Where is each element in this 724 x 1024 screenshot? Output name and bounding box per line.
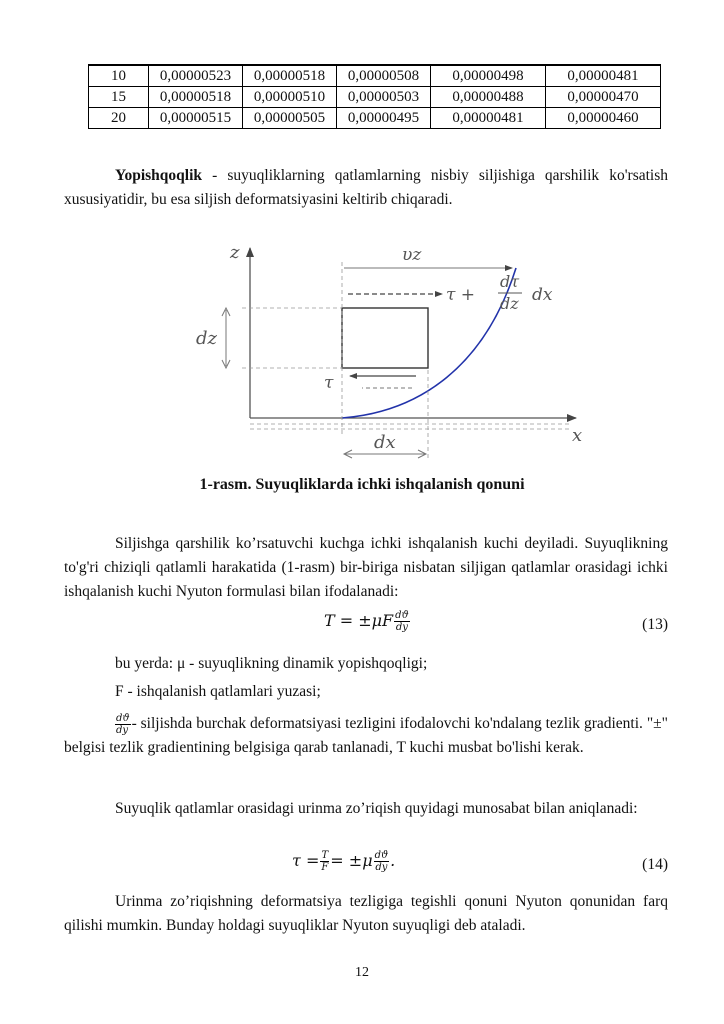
table-cell: 0,00000481 — [546, 65, 661, 87]
equation-13 — [324, 610, 411, 633]
table-cell: 0,00000498 — [431, 65, 546, 87]
table-row — [89, 108, 661, 129]
page-number: 12 — [355, 965, 369, 980]
velocity-profile-curve — [342, 268, 516, 418]
dx-right-label: dx — [532, 285, 553, 305]
gradient-fraction: $\frac{dϑ}{dy}$ — [116, 712, 130, 736]
table-cell: 0,00000503 — [337, 87, 431, 108]
gradient-paragraph — [64, 712, 668, 760]
shear-flow-figure — [180, 236, 600, 460]
vz-label: υz — [402, 245, 422, 265]
table-cell: 0,00000523 — [149, 65, 243, 87]
equation-14: τ = $\frac{T}{F}$ = ±μ $\frac{dϑ}{dy}$ . — [292, 850, 396, 873]
tau-label: τ — [324, 373, 334, 393]
paragraph-friction: Siljishga qarshilik ko’rsatuvchi kuchga ichki ishqalanish kuchi deyiladi. Suyuqlikning to'g'ri chiziqli qatlamli harakatida (1-rasm) bir-biriga nisbatan siljigan qatlamlar orasidagi ichki ishqalanish kuchi Nyuton formulasi bilan ifodalanadi: — [64, 535, 668, 600]
paragraph-shear-stress: Suyuqlik qatlamlar orasidagi urinma zo’riqish quyidagi munosabat bilan aniqlanadi: — [115, 800, 638, 817]
dtau-label: dτ — [500, 272, 520, 291]
table-cell: 0,00000495 — [337, 108, 431, 129]
table-cell: 0,00000488 — [431, 87, 546, 108]
dz-label: dz — [196, 328, 218, 349]
where-mu: bu yerda: μ - suyuqlikning dinamik yopishqoqligi; — [115, 655, 428, 672]
table-cell: 0,00000460 — [546, 108, 661, 129]
table-cell: 15 — [89, 87, 149, 108]
fluid-element — [342, 308, 428, 368]
table-cell: 0,00000481 — [431, 108, 546, 129]
table-cell: 0,00000505 — [243, 108, 337, 129]
table-cell: 0,00000518 — [243, 65, 337, 87]
dx-bottom-label: dx — [374, 432, 396, 453]
table-row — [89, 87, 661, 108]
table-cell: 10 — [89, 65, 149, 87]
equation-13-lhs: T = ±μF — [324, 611, 394, 630]
figure-caption: 1-rasm. Suyuqliklarda ichki ishqalanish qonuni — [199, 476, 525, 493]
table-cell: 0,00000510 — [243, 87, 337, 108]
tau-plus-label: τ + — [446, 285, 476, 305]
z-axis-label: z — [230, 242, 240, 263]
table-cell: 0,00000470 — [546, 87, 661, 108]
table-row — [89, 65, 661, 87]
equation-13-fraction: $\frac{dϑ}{dy}$ — [395, 610, 409, 633]
table-cell: 0,00000518 — [149, 87, 243, 108]
gradient-text: - siljishda burchak deformatsiyasi tezligini ifodalovchi ko'ndalang tezlik gradienti. "±" belgisi tezlik gradientining belgisiga qarab tanlanadi, T kuchi musbat bo'lishi kerak. — [64, 715, 668, 756]
definition-paragraph — [64, 164, 668, 212]
paragraph-newtonian: Urinma zo’riqishning deformatsiya tezligiga tegishli qonuni Nyuton qonunidan farq qilishi mumkin. Bunday holdagi suyuqliklar Nyuton suyuqligi deb ataladi. — [64, 893, 668, 934]
definition-text: - suyuqliklarning qatlamlarning nisbiy siljishiga qarshilik ko'rsatish xususiyatidir, bu esa siljish deformatsiyasini keltirib chiqaradi. — [64, 167, 668, 208]
viscosity-table — [88, 64, 661, 129]
equation-13-number: (13) — [642, 616, 668, 633]
table-cell: 0,00000515 — [149, 108, 243, 129]
where-F: F - ishqalanish qatlamlari yuzasi; — [115, 683, 321, 700]
equation-14-number: (14) — [642, 856, 668, 873]
x-axis-label: x — [572, 425, 583, 446]
dz-fraction-label: dz — [500, 294, 519, 313]
table-cell: 20 — [89, 108, 149, 129]
table-cell: 0,00000508 — [337, 65, 431, 87]
definition-term: Yopishqoqlik — [115, 167, 203, 184]
